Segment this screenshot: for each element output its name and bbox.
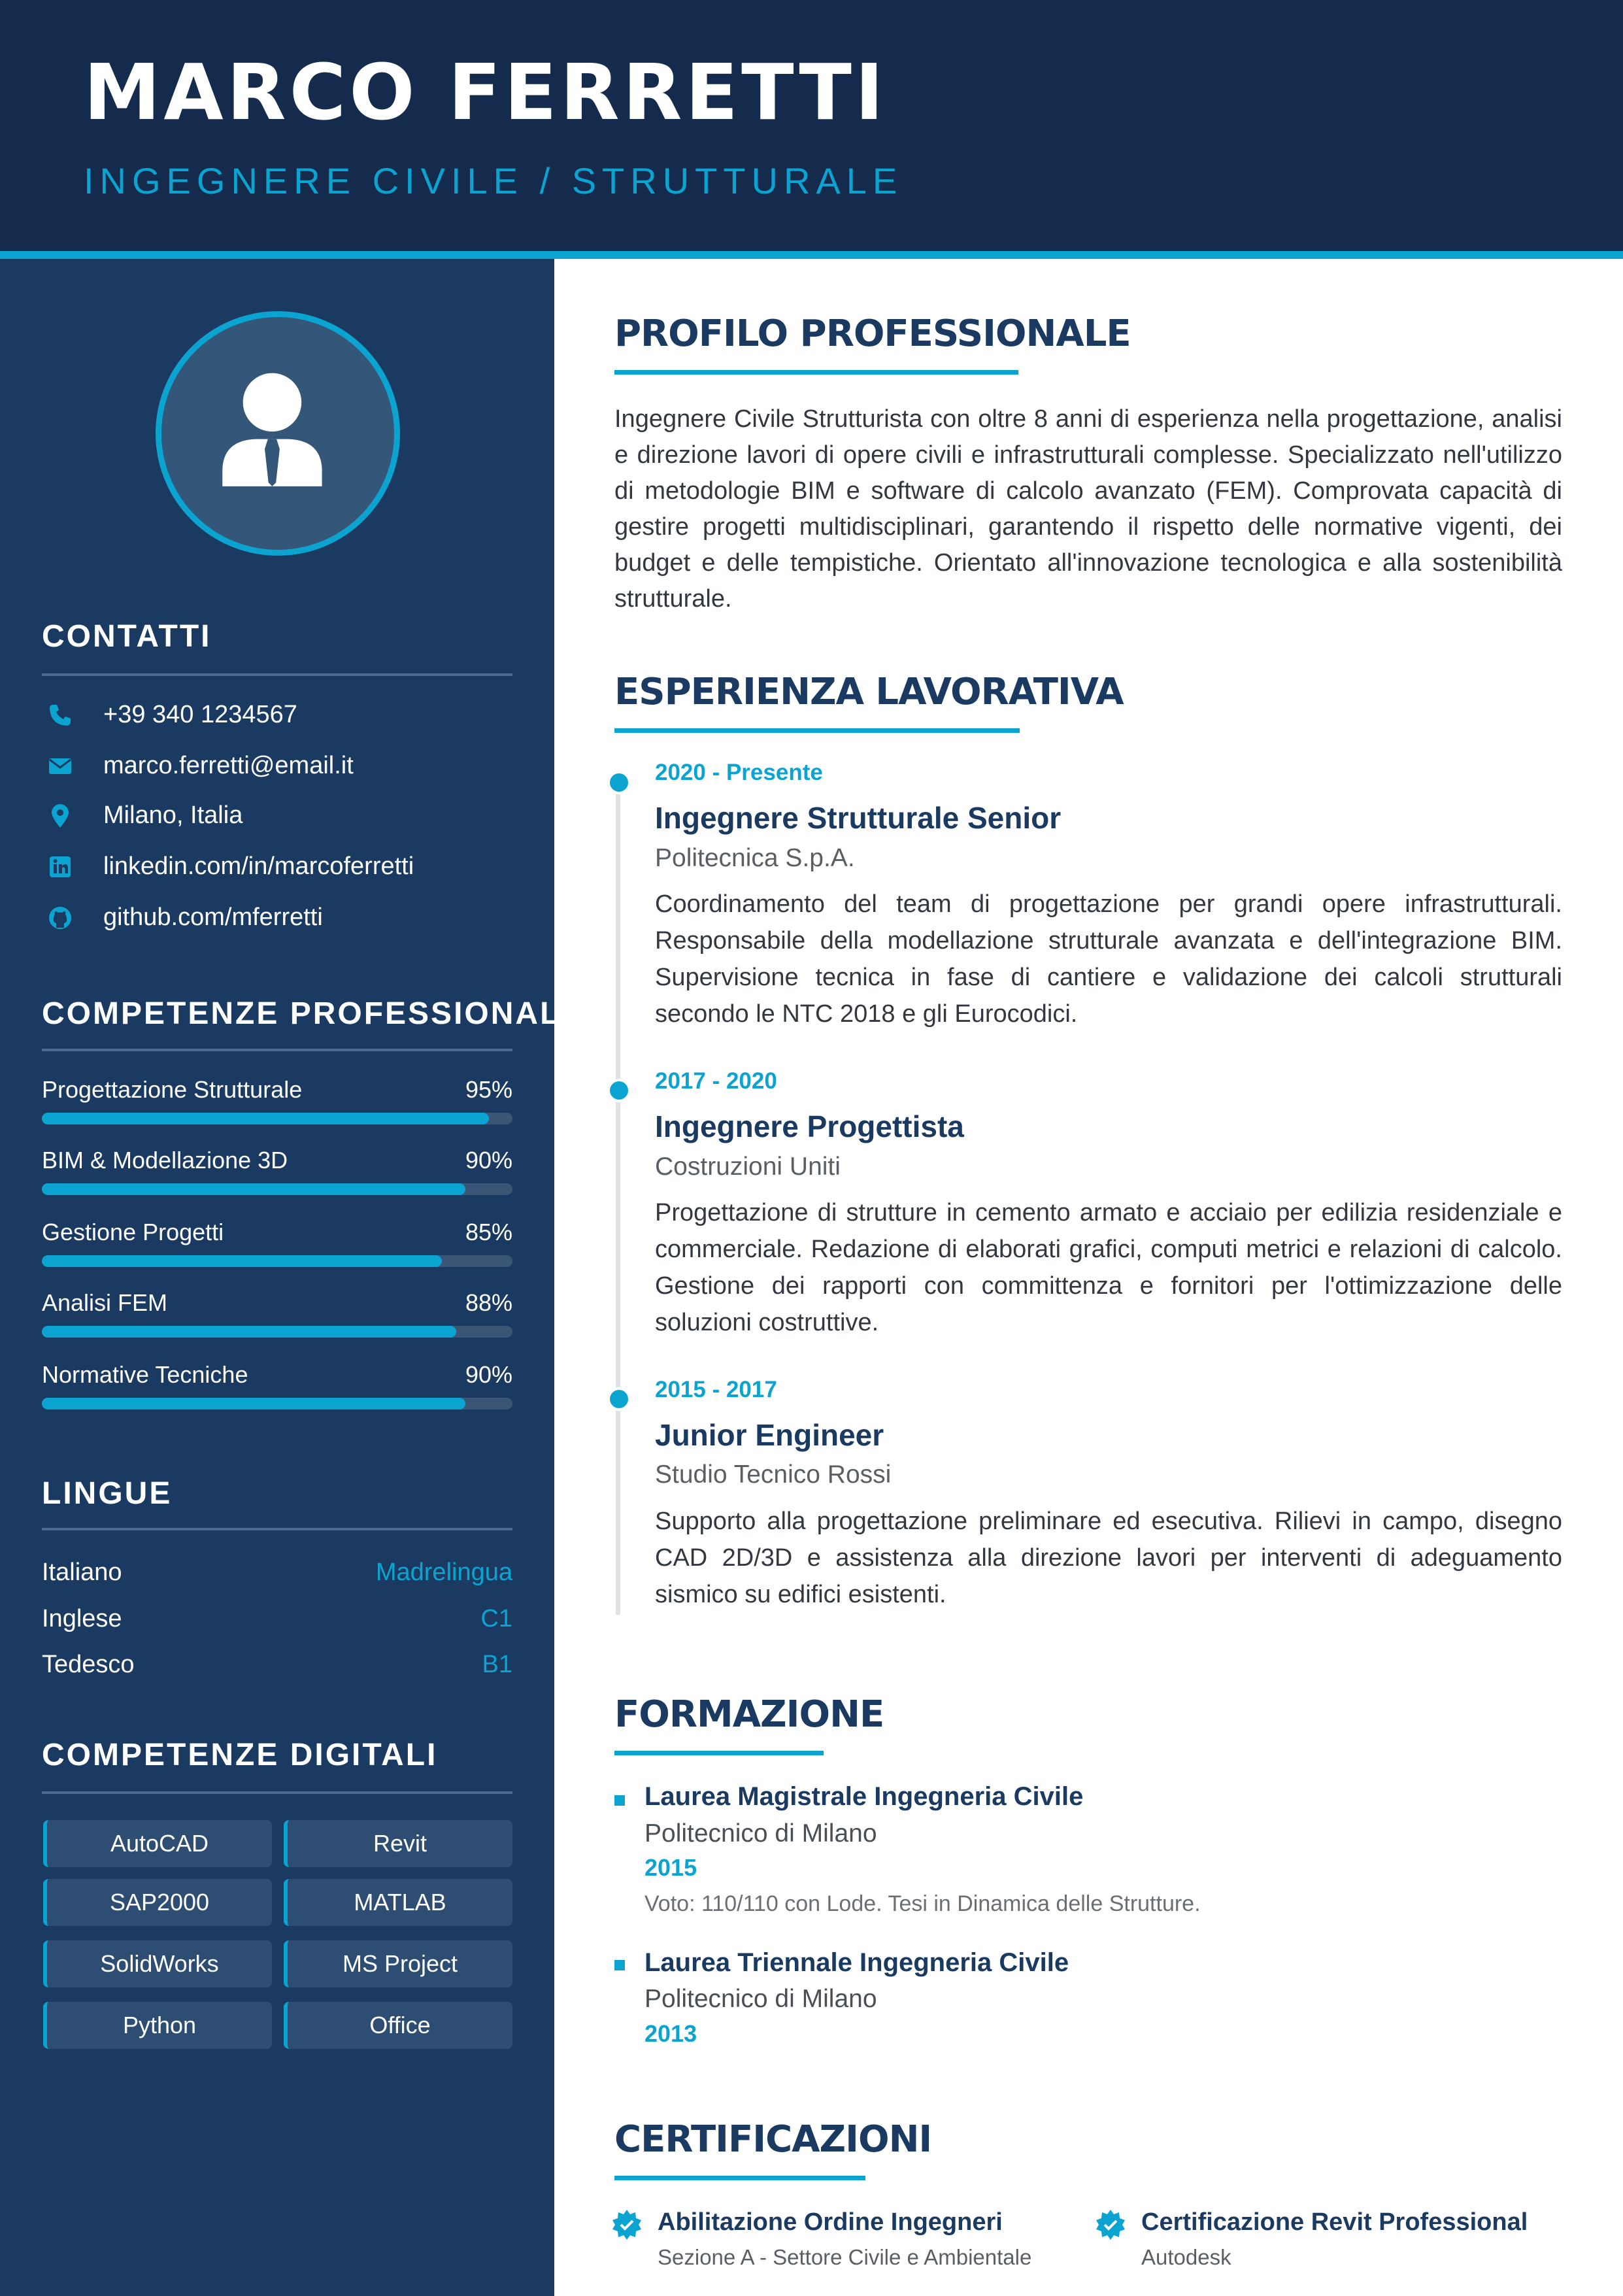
sidebar (0, 259, 554, 2296)
avatar (156, 311, 400, 556)
job-title: Ingegnere Strutturale Senior (655, 801, 1062, 835)
job-title: Ingegnere Progettista (655, 1109, 964, 1143)
skills-divider (42, 1049, 512, 1051)
languages-divider (42, 1528, 512, 1530)
language-row (42, 1651, 512, 1687)
languages-title: LINGUE (42, 1476, 173, 1511)
experience-title-underline (614, 728, 1020, 733)
education-note: Voto: 110/110 con Lode. Tesi in Dinamica delle Strutture. (644, 1891, 1201, 1916)
contact-phone[interactable] (42, 696, 512, 735)
profile-title-underline (614, 370, 1018, 375)
contact-linkedin-text: linkedin.com/in/marcoferretti (103, 853, 414, 880)
skill-row (42, 1289, 512, 1342)
candidate-role: INGEGNERE CIVILE / STRUTTURALE (84, 160, 903, 201)
skill-row (42, 1361, 512, 1413)
certification-title: Certificazione Revit Professional (1141, 2208, 1528, 2236)
education-year: 2013 (644, 2020, 697, 2047)
envelope-icon (47, 753, 73, 779)
skill-progress-track (42, 1398, 512, 1410)
skill-progress-fill (42, 1113, 489, 1124)
certification-title: Abilitazione Ordine Ingegneri (658, 2208, 1003, 2236)
education-school: Politecnico di Milano (644, 1985, 877, 2013)
skill-row (42, 1147, 512, 1199)
digital-skill-tag: Revit (284, 1820, 512, 1867)
digital-skills-divider (42, 1791, 512, 1794)
skill-progress-track (42, 1255, 512, 1267)
skill-percent: 95% (465, 1076, 512, 1103)
job-title: Junior Engineer (655, 1418, 884, 1452)
certification-subtitle: Sezione A - Settore Civile e Ambientale (658, 2245, 1032, 2269)
skill-percent: 85% (465, 1219, 512, 1245)
skills-title: COMPETENZE PROFESSIONALI (42, 996, 572, 1031)
education-degree: Laurea Triennale Ingegneria Civile (644, 1948, 1069, 1977)
skill-name: BIM & Modellazione 3D (42, 1147, 288, 1173)
education-title: FORMAZIONE (614, 1693, 884, 1736)
language-row (42, 1605, 512, 1642)
language-row (42, 1559, 512, 1595)
language-name: Tedesco (42, 1651, 135, 1678)
contact-email[interactable] (42, 747, 512, 786)
job-company: Costruzioni Uniti (655, 1153, 841, 1181)
job-dates: 2020 - Presente (655, 760, 823, 785)
timeline-dot (607, 771, 631, 794)
job-description: Supporto alla progettazione preliminare ed esecutiva. Rilievi in campo, disegno CAD 2D/3D e assistenza alla direzione lavori per interventi di adeguamento sismico su edifici esistenti. (655, 1508, 1562, 1608)
digital-skill-tag: SAP2000 (43, 1879, 272, 1926)
education-year: 2015 (644, 1854, 697, 1881)
linkedin-icon (47, 854, 73, 880)
timeline-dot (607, 1079, 631, 1102)
map-pin-icon (47, 803, 73, 829)
digital-skill-tag: MATLAB (284, 1879, 512, 1926)
job-company: Politecnica S.p.A. (655, 844, 855, 872)
experience-timeline (616, 771, 620, 1615)
contact-phone-text: +39 340 1234567 (103, 701, 297, 728)
digital-skill-tag: MS Project (284, 1940, 512, 1987)
phone-icon (47, 702, 73, 728)
skill-percent: 90% (465, 1147, 512, 1173)
candidate-name: MARCO FERRETTI (84, 47, 887, 137)
experience-title: ESPERIENZA LAVORATIVA (614, 671, 1124, 713)
contact-email-text: marco.ferretti@email.it (103, 752, 354, 779)
education-title-underline (614, 1751, 824, 1755)
skill-name: Analisi FEM (42, 1289, 168, 1316)
certificate-badge-icon (611, 2208, 643, 2241)
job-description: Coordinamento del team di progettazione per grandi opere infrastrutturali. Responsabile della modellazione strutturale avanzata e dell'integrazione BIM. Supervisione tecnica in fase di cantiere e validazione dei calcoli strutturali secondo le NTC 2018 e gli Eurocodici. (655, 890, 1562, 1028)
profile-text: Ingegnere Civile Strutturista con oltre 8 anni di esperienza nella progettazione, analisi e direzione lavori di opere civili e infrastrutturali complesse. Specializzato nell'utilizzo di metodologie BIM e software di calcolo avanzato (FEM). Comprovata capacità di gestire progetti multidisciplinari, garantendo il rispetto delle normative vigenti, dei budget e delle tempistiche. Orientato all'innovazione tecnologica e alla sostenibilità strutturale. (614, 405, 1562, 613)
contact-github[interactable] (42, 898, 512, 937)
job-description: Progettazione di strutture in cemento armato e acciaio per edilizia residenziale e commerciale. Redazione di elaborati grafici, computi metrici e relazioni di calcolo. Gestione dei rapporti con committenza e fornitori per l'ottimizzazione delle soluzioni costruttive. (655, 1199, 1562, 1336)
language-name: Inglese (42, 1605, 122, 1632)
skill-row (42, 1076, 512, 1128)
contact-linkedin[interactable] (42, 847, 512, 886)
skill-progress-track (42, 1183, 512, 1195)
skill-progress-fill (42, 1326, 456, 1338)
github-icon (47, 905, 73, 931)
digital-skill-tag: Office (284, 2002, 512, 2049)
skill-progress-track (42, 1326, 512, 1338)
education-degree: Laurea Magistrale Ingegneria Civile (644, 1782, 1084, 1811)
skill-name: Progettazione Strutturale (42, 1076, 303, 1103)
skill-progress-track (42, 1113, 512, 1124)
education-school: Politecnico di Milano (644, 1819, 877, 1848)
language-level: B1 (482, 1651, 512, 1678)
contact-location-text: Milano, Italia (103, 802, 243, 829)
job-dates: 2017 - 2020 (655, 1068, 777, 1094)
skill-percent: 88% (465, 1289, 512, 1316)
digital-skill-tag: Python (43, 2002, 272, 2049)
skill-progress-fill (42, 1183, 465, 1195)
skill-name: Normative Tecniche (42, 1361, 248, 1388)
user-tie-icon (161, 317, 394, 550)
certifications-title: CERTIFICAZIONI (614, 2118, 932, 2161)
education-bullet (614, 1795, 625, 1806)
digital-skill-tag: AutoCAD (43, 1820, 272, 1867)
certificate-badge-icon (1094, 2208, 1127, 2241)
profile-title: PROFILO PROFESSIONALE (614, 312, 1131, 355)
language-name: Italiano (42, 1559, 122, 1586)
certifications-title-underline (614, 2176, 865, 2180)
header-accent-line (0, 251, 1623, 259)
contacts-divider (42, 673, 512, 676)
education-bullet (614, 1960, 625, 1970)
skill-progress-fill (42, 1398, 465, 1410)
skill-row (42, 1219, 512, 1271)
digital-skill-tag: SolidWorks (43, 1940, 272, 1987)
job-dates: 2015 - 2017 (655, 1377, 777, 1402)
skill-progress-fill (42, 1255, 442, 1267)
language-level: C1 (480, 1605, 512, 1632)
skill-name: Gestione Progetti (42, 1219, 224, 1245)
contact-github-text: github.com/mferretti (103, 903, 323, 931)
certification-subtitle: Autodesk (1141, 2245, 1231, 2269)
job-company: Studio Tecnico Rossi (655, 1460, 892, 1489)
skill-percent: 90% (465, 1361, 512, 1388)
timeline-dot (607, 1387, 631, 1411)
contact-location (42, 796, 512, 836)
contacts-title: CONTATTI (42, 619, 212, 654)
digital-skills-title: COMPETENZE DIGITALI (42, 1738, 438, 1772)
language-level: Madrelingua (375, 1559, 512, 1586)
